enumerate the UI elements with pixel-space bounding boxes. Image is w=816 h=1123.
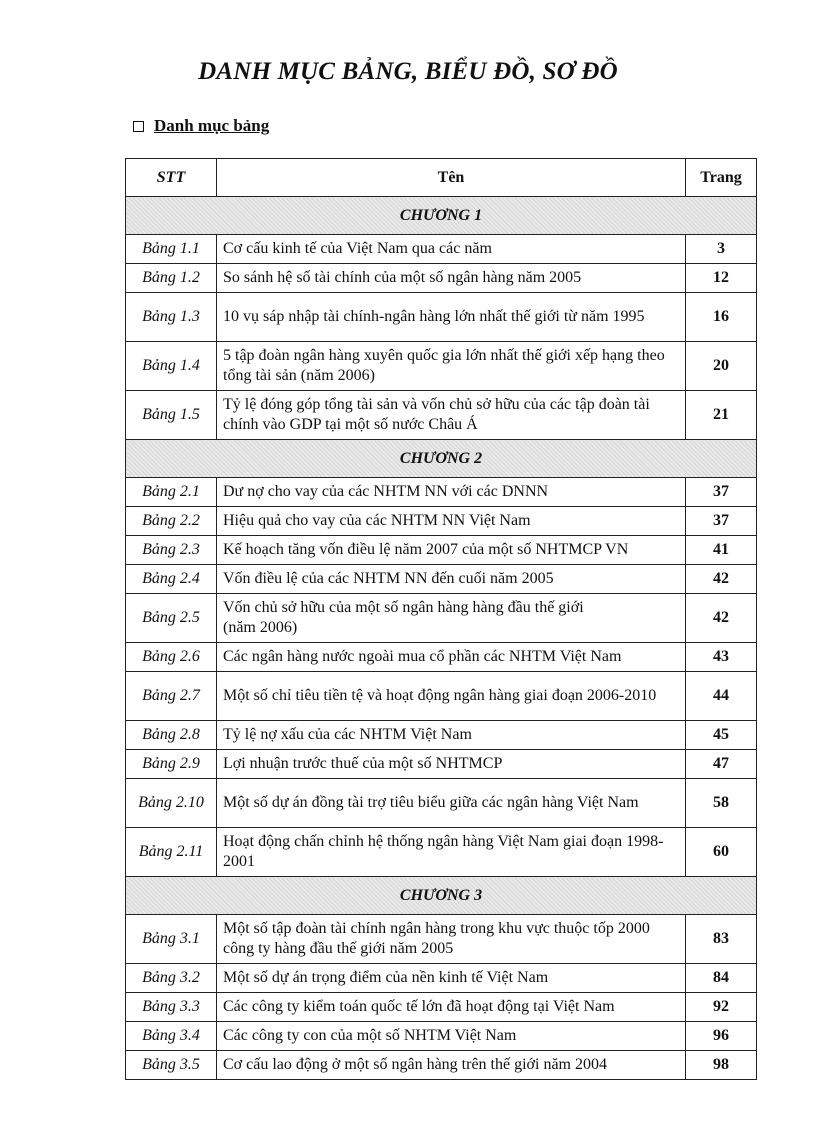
cell-stt: Bảng 2.4: [126, 565, 217, 594]
table-row: [126, 391, 757, 440]
table-row: [126, 779, 757, 828]
cell-page: 84: [686, 964, 757, 993]
cell-name: Các ngân hàng nước ngoài mua cổ phần các NHTM Việt Nam: [217, 643, 686, 672]
table-row: [126, 672, 757, 721]
table-row: [126, 536, 757, 565]
page-title: DANH MỤC BẢNG, BIỂU ĐỒ, SƠ ĐỒ: [198, 58, 618, 85]
chapter-title: CHƯƠNG 3: [126, 877, 757, 915]
table-row: [126, 594, 757, 643]
cell-name: Vốn chủ sở hữu của một số ngân hàng hàng đầu thế giới (năm 2006): [217, 594, 686, 643]
table-list: [125, 158, 757, 1080]
header-stt: STT: [126, 159, 217, 197]
table-row: [126, 565, 757, 594]
cell-stt: Bảng 3.5: [126, 1051, 217, 1080]
table-row: [126, 507, 757, 536]
cell-stt: Bảng 3.3: [126, 993, 217, 1022]
cell-stt: Bảng 2.3: [126, 536, 217, 565]
cell-stt: Bảng 3.2: [126, 964, 217, 993]
cell-stt: Bảng 1.1: [126, 235, 217, 264]
cell-page: 20: [686, 342, 757, 391]
cell-page: 83: [686, 915, 757, 964]
cell-name: Tỷ lệ nợ xấu của các NHTM Việt Nam: [217, 721, 686, 750]
cell-page: 44: [686, 672, 757, 721]
cell-stt: Bảng 2.7: [126, 672, 217, 721]
cell-page: 12: [686, 264, 757, 293]
cell-name: Một số tập đoàn tài chính ngân hàng trong khu vực thuộc tốp 2000 công ty hàng đầu thế giới năm 2005: [217, 915, 686, 964]
cell-stt: Bảng 2.6: [126, 643, 217, 672]
cell-stt: Bảng 1.2: [126, 264, 217, 293]
chapter-row: [126, 877, 757, 915]
cell-page: 16: [686, 293, 757, 342]
table-row: [126, 643, 757, 672]
cell-stt: Bảng 2.8: [126, 721, 217, 750]
cell-name: Tỷ lệ đóng góp tổng tài sản và vốn chủ sở hữu của các tập đoàn tài chính vào GDP tại một số nước Châu Á: [217, 391, 686, 440]
table-row: [126, 342, 757, 391]
cell-stt: Bảng 1.3: [126, 293, 217, 342]
cell-page: 42: [686, 565, 757, 594]
section-heading: [133, 116, 269, 136]
cell-name: So sánh hệ số tài chính của một số ngân hàng năm 2005: [217, 264, 686, 293]
table-row: [126, 964, 757, 993]
cell-page: 58: [686, 779, 757, 828]
cell-name: Một số dự án đồng tài trợ tiêu biểu giữa các ngân hàng Việt Nam: [217, 779, 686, 828]
cell-page: 45: [686, 721, 757, 750]
cell-page: 42: [686, 594, 757, 643]
table-row: [126, 993, 757, 1022]
cell-name: 5 tập đoàn ngân hàng xuyên quốc gia lớn nhất thế giới xếp hạng theo tổng tài sản (năm 2006): [217, 342, 686, 391]
table-row: [126, 293, 757, 342]
cell-page: 41: [686, 536, 757, 565]
header-name: Tên: [217, 159, 686, 197]
cell-name: 10 vụ sáp nhập tài chính-ngân hàng lớn nhất thế giới từ năm 1995: [217, 293, 686, 342]
chapter-row: [126, 440, 757, 478]
cell-name: Các công ty kiểm toán quốc tế lớn đã hoạt động tại Việt Nam: [217, 993, 686, 1022]
cell-name: Lợi nhuận trước thuế của một số NHTMCP: [217, 750, 686, 779]
cell-name: Hiệu quả cho vay của các NHTM NN Việt Nam: [217, 507, 686, 536]
cell-page: 60: [686, 828, 757, 877]
cell-stt: Bảng 1.4: [126, 342, 217, 391]
table-row: [126, 828, 757, 877]
table-row: [126, 1022, 757, 1051]
cell-page: 3: [686, 235, 757, 264]
cell-name: Hoạt động chấn chỉnh hệ thống ngân hàng Việt Nam giai đoạn 1998-2001: [217, 828, 686, 877]
cell-stt: Bảng 2.5: [126, 594, 217, 643]
cell-name: Cơ cấu lao động ở một số ngân hàng trên thế giới năm 2004: [217, 1051, 686, 1080]
cell-page: 37: [686, 507, 757, 536]
cell-stt: Bảng 3.1: [126, 915, 217, 964]
cell-page: 37: [686, 478, 757, 507]
cell-page: 92: [686, 993, 757, 1022]
cell-name: Một số chỉ tiêu tiền tệ và hoạt động ngân hàng giai đoạn 2006-2010: [217, 672, 686, 721]
chapter-title: CHƯƠNG 2: [126, 440, 757, 478]
cell-stt: Bảng 2.1: [126, 478, 217, 507]
cell-stt: Bảng 2.9: [126, 750, 217, 779]
checkbox-icon: [133, 121, 144, 132]
cell-stt: Bảng 2.11: [126, 828, 217, 877]
cell-page: 98: [686, 1051, 757, 1080]
table-row: [126, 750, 757, 779]
table-row: [126, 1051, 757, 1080]
cell-name: Một số dự án trọng điểm của nền kinh tế Việt Nam: [217, 964, 686, 993]
table-row: [126, 478, 757, 507]
cell-stt: Bảng 2.2: [126, 507, 217, 536]
cell-name: Kế hoạch tăng vốn điều lệ năm 2007 của một số NHTMCP VN: [217, 536, 686, 565]
cell-stt: Bảng 1.5: [126, 391, 217, 440]
cell-name: Các công ty con của một số NHTM Việt Nam: [217, 1022, 686, 1051]
cell-page: 21: [686, 391, 757, 440]
cell-name: Vốn điều lệ của các NHTM NN đến cuối năm 2005: [217, 565, 686, 594]
header-page: Trang: [686, 159, 757, 197]
table-row: [126, 264, 757, 293]
table-row: [126, 721, 757, 750]
cell-stt: Bảng 2.10: [126, 779, 217, 828]
table-header-row: [126, 159, 757, 197]
cell-page: 96: [686, 1022, 757, 1051]
table-row: [126, 235, 757, 264]
table-row: [126, 915, 757, 964]
cell-page: 47: [686, 750, 757, 779]
cell-name: Cơ cấu kinh tế của Việt Nam qua các năm: [217, 235, 686, 264]
cell-stt: Bảng 3.4: [126, 1022, 217, 1051]
chapter-row: [126, 197, 757, 235]
cell-page: 43: [686, 643, 757, 672]
cell-name: Dư nợ cho vay của các NHTM NN với các DNNN: [217, 478, 686, 507]
section-label: Danh mục bảng: [154, 116, 270, 135]
chapter-title: CHƯƠNG 1: [126, 197, 757, 235]
